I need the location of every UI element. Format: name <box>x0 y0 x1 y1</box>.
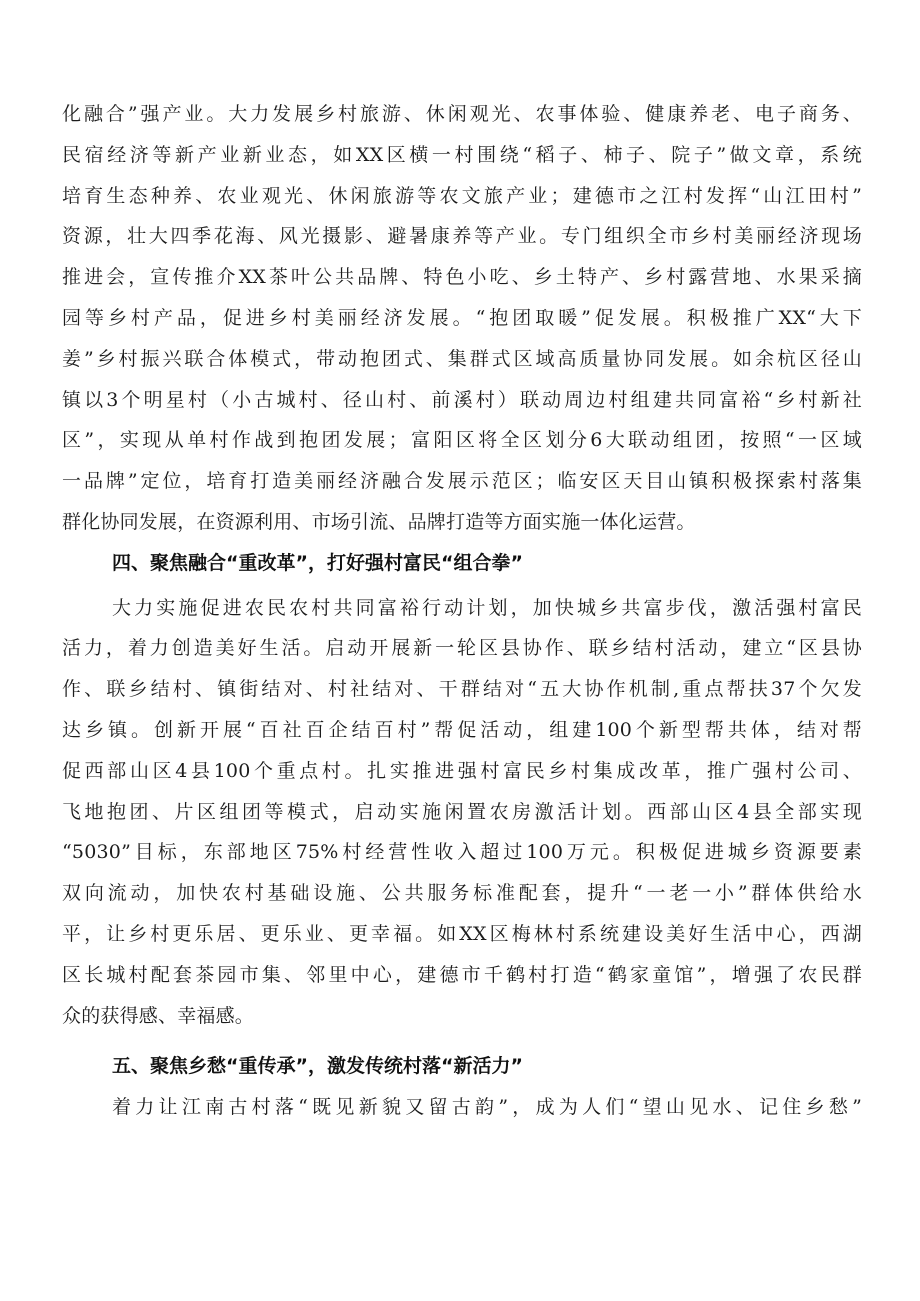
paragraph-1-line-8: 镇以3个明星村（小古城村、径山村、前溪村）联动周边村组建共同富裕“乡村新社 <box>62 388 862 411</box>
paragraph-2-line-11: 众的获得感、幸福感。 <box>62 1004 255 1027</box>
section-heading-4: 四、聚焦融合“重改革”，打好强村富民“组合拳” <box>112 551 523 574</box>
paragraph-2-line-1: 大力实施促进农民农村共同富裕行动计划，加快城乡共富步伐，激活强村富民 <box>112 596 862 619</box>
paragraph-2-line-5: 促西部山区4县100个重点村。扎实推进强村富民乡村集成改革，推广强村公司、 <box>62 759 862 782</box>
paragraph-1-line-3: 培育生态种养、农业观光、休闲旅游等农文旅产业；建德市之江村发挥“山江田村” <box>62 184 862 207</box>
paragraph-1-line-10: 一品牌”定位，培育打造美丽经济融合发展示范区；临安区天目山镇积极探索村落集 <box>62 470 862 493</box>
paragraph-2-line-8: 双向流动，加快农村基础设施、公共服务标准配套，提升“一老一小”群体供给水 <box>62 882 862 905</box>
paragraph-1-line-2: 民宿经济等新产业新业态，如XX区横一村围绕“稻子、柿子、院子”做文章，系统 <box>62 143 862 166</box>
paragraph-3-line-1: 着力让江南古村落“既见新貌又留古韵”，成为人们“望山见水、记住乡愁” <box>112 1096 862 1119</box>
paragraph-2-line-4: 达乡镇。创新开展“百社百企结百村”帮促活动，组建100个新型帮共体，结对帮 <box>62 718 862 741</box>
paragraph-2-line-6: 飞地抱团、片区组团等模式，启动实施闲置农房激活计划。西部山区4县全部实现 <box>62 800 862 823</box>
section-heading-5: 五、聚焦乡愁“重传承”，激发传统村落“新活力” <box>112 1055 523 1078</box>
paragraph-2-line-3: 作、联乡结村、镇街结对、村社结对、干群结对“五大协作机制,重点帮扶37个欠发 <box>62 678 862 701</box>
paragraph-1-line-11: 群化协同发展，在资源利用、市场引流、品牌打造等方面实施一体化运营。 <box>62 510 696 533</box>
document-body <box>62 94 862 1128</box>
paragraph-1-line-4: 资源，壮大四季花海、风光摄影、避暑康养等产业。专门组织全市乡村美丽经济现场 <box>62 225 862 248</box>
paragraph-1-line-9: 区”，实现从单村作战到抱团发展；富阳区将全区划分6大联动组团，按照“一区域 <box>62 429 862 452</box>
paragraph-1-line-5: 推进会，宣传推介XX茶叶公共品牌、特色小吃、乡土特产、乡村露营地、水果采摘 <box>62 266 862 289</box>
paragraph-2-line-2: 活力，着力创造美好生活。启动开展新一轮区县协作、联乡结村活动，建立“区县协 <box>62 637 862 660</box>
paragraph-2-line-9: 平，让乡村更乐居、更乐业、更幸福。如XX区梅林村系统建设美好生活中心，西湖 <box>62 922 862 945</box>
paragraph-2-line-10: 区长城村配套茶园市集、邻里中心，建德市千鹤村打造“鹤家童馆”，增强了农民群 <box>62 963 862 986</box>
paragraph-1-line-1: 化融合”强产业。大力发展乡村旅游、休闲观光、农事体验、健康养老、电子商务、 <box>62 103 862 125</box>
paragraph-1-line-6: 园等乡村产品，促进乡村美丽经济发展。“抱团取暖”促发展。积极推广XX“大下 <box>62 306 862 329</box>
paragraph-2-line-7: “5030”目标，东部地区75%村经营性收入超过100万元。积极促进城乡资源要素 <box>62 841 862 864</box>
paragraph-1-line-7: 姜”乡村振兴联合体模式，带动抱团式、集群式区域高质量协同发展。如余杭区径山 <box>62 347 862 370</box>
